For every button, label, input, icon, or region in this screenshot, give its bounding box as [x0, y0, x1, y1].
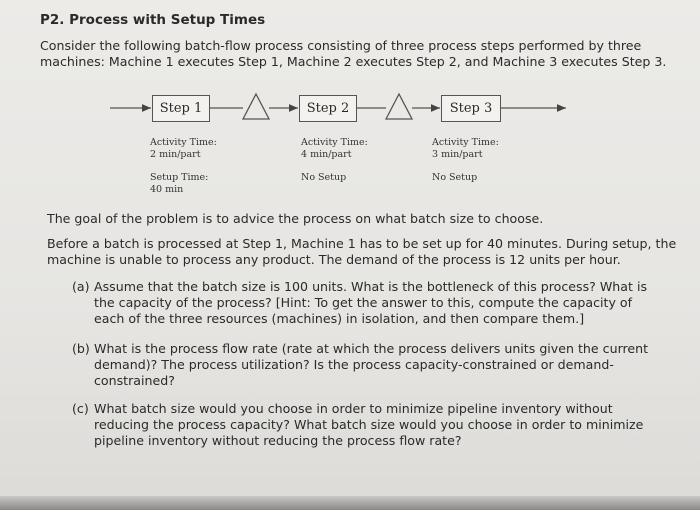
step-2-activity	[301, 137, 368, 161]
question-line: constrained?	[94, 373, 175, 388]
question-a	[72, 279, 647, 327]
question-b	[72, 341, 648, 389]
activity-label: Activity Time:	[301, 137, 368, 148]
screen-bezel	[0, 496, 700, 510]
activity-value: 2 min/part	[150, 149, 201, 160]
setup-line: machine is unable to process any product. The demand of the process is 12 units per hour.	[47, 252, 621, 267]
question-line: What is the process flow rate (rate at which the process delivers units given the current	[94, 341, 649, 356]
question-label: (c)	[72, 401, 89, 416]
question-line: reducing the process capacity? What batch size would you choose in order to minimize	[94, 417, 644, 432]
question-line: the capacity of the process? [Hint: To get the answer to this, compute the capacity of	[94, 295, 633, 310]
activity-label: Activity Time:	[432, 137, 499, 148]
process-flow-diagram	[0, 0, 700, 210]
activity-value: 3 min/part	[432, 149, 483, 160]
step-1-box	[152, 95, 210, 122]
step-3-activity	[432, 137, 499, 161]
question-label: (b)	[72, 341, 90, 356]
setup-label: Setup Time:	[150, 172, 209, 183]
goal-paragraph: The goal of the problem is to advice the process on what batch size to choose.	[47, 211, 544, 226]
activity-value: 4 min/part	[301, 149, 352, 160]
question-line: each of the three resources (machines) in isolation, and then compare them.]	[94, 311, 585, 326]
inventory-triangle-2	[386, 94, 412, 119]
question-line: demand)? The process utilization? Is the process capacity-constrained or demand-	[94, 357, 614, 372]
activity-label: Activity Time:	[150, 137, 217, 148]
intro-line: machines: Machine 1 executes Step 1, Machine 2 executes Step 2, and Machine 3 executes Step 3.	[40, 54, 667, 69]
step-2-setup: No Setup	[301, 172, 347, 183]
problem-title: P2. Process with Setup Times	[40, 12, 266, 28]
step-1-activity	[150, 137, 217, 161]
setup-line: Before a batch is processed at Step 1, Machine 1 has to be set up for 40 minutes. During setup, the	[47, 236, 677, 251]
question-label: (a)	[72, 279, 90, 294]
step-1-setup	[150, 172, 208, 196]
step-2-box	[299, 95, 357, 122]
inventory-triangle-1	[243, 94, 269, 119]
setup-paragraph	[47, 236, 676, 268]
step-label: Step 1	[159, 101, 203, 116]
intro-line: Consider the following batch-flow process consisting of three process steps performed by three	[40, 38, 642, 53]
question-line: Assume that the batch size is 100 units. What is the bottleneck of this process? What is	[94, 279, 647, 294]
step-label: Step 2	[306, 101, 350, 116]
setup-value: 40 min	[150, 184, 184, 195]
question-c	[72, 401, 643, 449]
step-3-setup: No Setup	[432, 172, 478, 183]
question-line: What batch size would you choose in order to minimize pipeline inventory without	[94, 401, 613, 416]
step-3-box	[441, 95, 501, 122]
step-label: Step 3	[449, 101, 493, 116]
question-line: pipeline inventory without reducing the process flow rate?	[94, 433, 462, 448]
